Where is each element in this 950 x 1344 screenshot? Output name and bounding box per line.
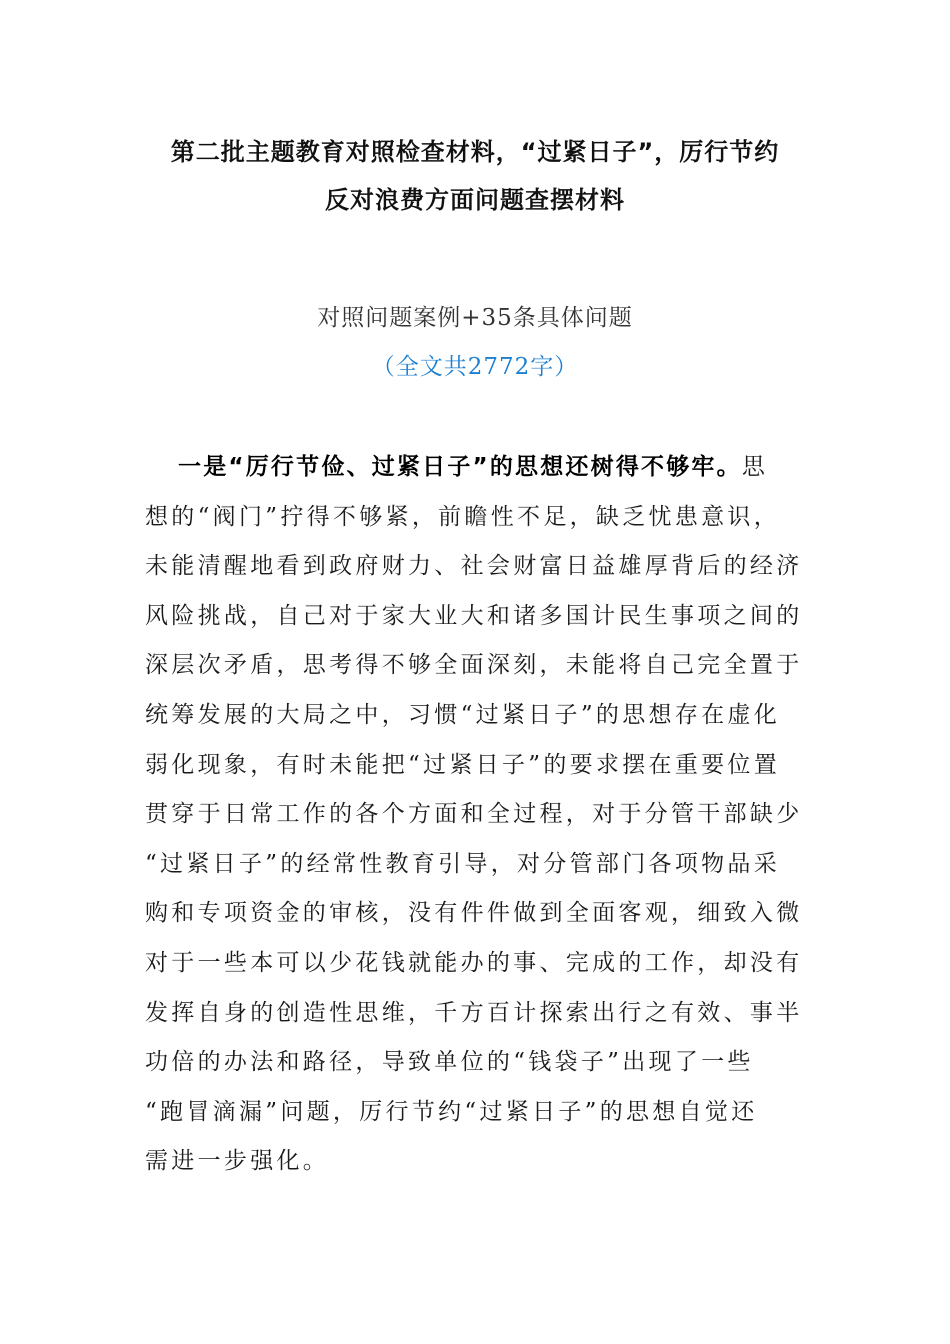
paragraph-line: 需进一步强化。 bbox=[145, 1148, 330, 1175]
section-1-first-tail: 思 bbox=[741, 454, 768, 480]
paragraph-line: 对于一些本可以少花钱就能办的事、完成的工作，却没有 bbox=[145, 949, 803, 976]
paragraph-line: 功倍的办法和路径，导致单位的“钱袋子”出现了一些 bbox=[145, 1049, 754, 1076]
paragraph-line: 风险挑战，自己对于家大业大和诸多国计民生事项之间的 bbox=[145, 602, 803, 629]
paragraph-line: “跑冒滴漏”问题，厉行节约“过紧日子”的思想自觉还 bbox=[145, 1098, 758, 1125]
paragraph-line: 购和专项资金的审核，没有件件做到全面客观，细致入微 bbox=[145, 900, 803, 927]
title-line-1: 第二批主题教育对照检查材料，“过紧日子”，厉行节约 bbox=[170, 138, 780, 166]
document-subtitle: 对照问题案例+35条具体问题 bbox=[317, 305, 633, 331]
paragraph-line: 贯穿于日常工作的各个方面和全过程，对于分管干部缺少 bbox=[145, 801, 803, 828]
title-line-2: 反对浪费方面问题查摆材料 bbox=[325, 186, 625, 214]
paragraph-line: 发挥自身的创造性思维，千方百计探索出行之有效、事半 bbox=[145, 999, 803, 1026]
paragraph-line: 深层次矛盾，思考得不够全面深刻，未能将自己完全置于 bbox=[145, 652, 803, 679]
paragraph-line: “过紧日子”的经常性教育引导，对分管部门各项物品采 bbox=[145, 850, 781, 877]
word-count: （全文共2772字） bbox=[371, 354, 579, 380]
paragraph-line: 弱化现象，有时未能把“过紧日子”的要求摆在重要位置 bbox=[145, 751, 781, 778]
paragraph-line: 未能清醒地看到政府财力、社会财富日益雄厚背后的经济 bbox=[145, 553, 803, 580]
document-title bbox=[120, 128, 830, 224]
paragraph-line bbox=[145, 443, 805, 493]
section-1-lead: 一是“厉行节俭、过紧日子”的思想还树得不够牢。 bbox=[178, 454, 742, 480]
paragraph-line: 统筹发展的大局之中，习惯“过紧日子”的思想存在虚化 bbox=[145, 701, 781, 728]
section-1-paragraph bbox=[145, 443, 805, 1187]
paragraph-line: 想的“阀门”拧得不够紧，前瞻性不足，缺乏忧患意识， bbox=[145, 503, 781, 530]
